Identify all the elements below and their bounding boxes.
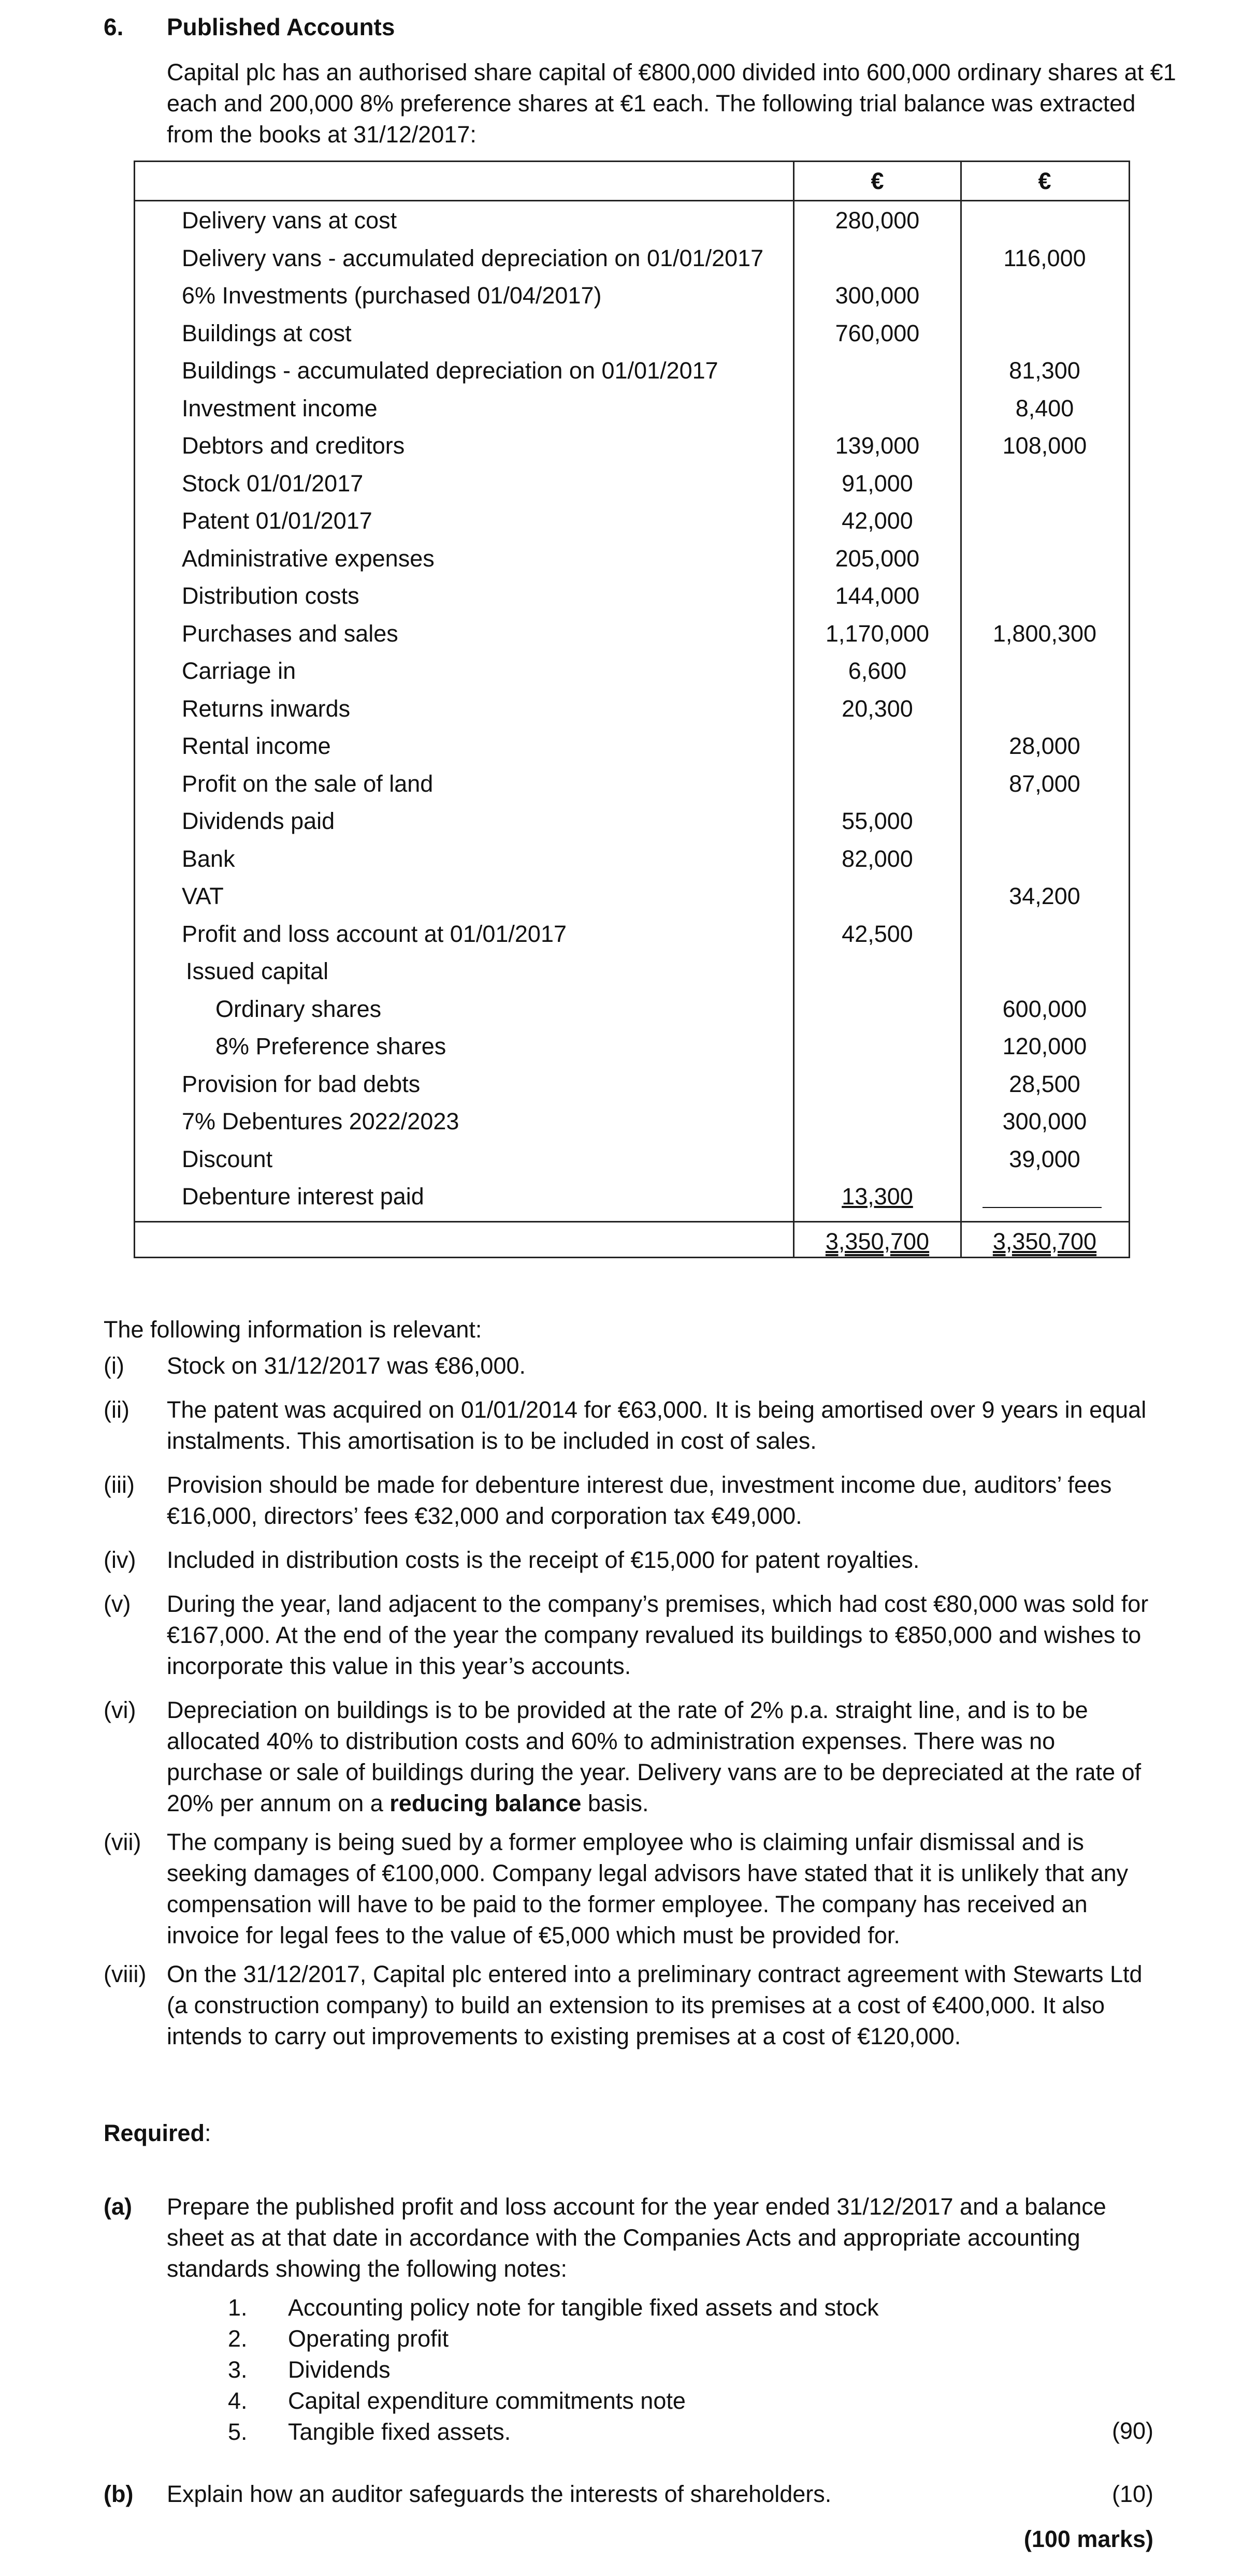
row-debit: 760,000 bbox=[835, 319, 920, 346]
table-row bbox=[135, 389, 1129, 427]
row-debit: 300,000 bbox=[835, 282, 920, 309]
info-item-number: (iv) bbox=[104, 1547, 136, 1573]
totals-row bbox=[135, 1222, 1129, 1260]
info-item-number: (vi) bbox=[104, 1697, 136, 1723]
table-row bbox=[135, 915, 1129, 953]
note-number: 1. bbox=[228, 2294, 248, 2321]
info-item-number: (viii) bbox=[104, 1961, 147, 1987]
table-row bbox=[135, 1065, 1129, 1103]
row-credit bbox=[962, 690, 1128, 727]
row-label: Issued capital bbox=[186, 958, 329, 984]
row-label: Profit and loss account at 01/01/2017 bbox=[182, 920, 567, 947]
row-label: Distribution costs bbox=[182, 583, 359, 609]
row-credit: 120,000 bbox=[1002, 1033, 1087, 1059]
row-debit bbox=[794, 1102, 960, 1140]
row-debit bbox=[794, 1027, 960, 1065]
row-credit: 81,300 bbox=[1009, 357, 1080, 384]
row-debit bbox=[794, 389, 960, 427]
row-debit bbox=[794, 1065, 960, 1103]
row-credit bbox=[962, 1177, 1128, 1215]
row-label: Investment income bbox=[182, 395, 378, 421]
note-text: Capital expenditure commitments note bbox=[288, 2388, 686, 2414]
note-text: Dividends bbox=[288, 2356, 391, 2383]
required-label: Required bbox=[104, 2120, 205, 2146]
question-title: Published Accounts bbox=[167, 13, 395, 40]
question-number: 6. bbox=[104, 13, 124, 40]
row-label: Rental income bbox=[182, 733, 331, 759]
row-label: Delivery vans at cost bbox=[182, 207, 397, 234]
table-row bbox=[135, 615, 1129, 652]
part-a-letter: (a) bbox=[104, 2193, 132, 2220]
row-credit bbox=[962, 952, 1128, 990]
row-label: Buildings at cost bbox=[182, 319, 352, 346]
part-b-letter: (b) bbox=[104, 2481, 134, 2507]
row-debit bbox=[794, 727, 960, 765]
row-label: Carriage in bbox=[182, 658, 296, 684]
info-item-text: The company is being sued by a former employee who is claiming unfair dismissal and is seeking damages of €100,000. Company legal advisors have stated that it is unlikely that any compensation will have to be paid to the former employee. The company has received an invoice for legal fees to the value of €5,000 which must be provided for. bbox=[167, 1829, 1129, 1948]
table-row bbox=[135, 276, 1129, 314]
note-number: 5. bbox=[228, 2419, 248, 2445]
row-label: Debenture interest paid bbox=[182, 1183, 424, 1210]
row-credit: 8,400 bbox=[1015, 395, 1074, 421]
credit-underline bbox=[983, 1207, 1102, 1208]
table-row bbox=[135, 1102, 1129, 1140]
row-debit: 280,000 bbox=[835, 207, 920, 234]
total-marks: (100 marks) bbox=[1023, 2526, 1153, 2552]
row-label: Debtors and creditors bbox=[182, 432, 405, 459]
table-row bbox=[135, 765, 1129, 803]
row-credit: 39,000 bbox=[1009, 1145, 1080, 1172]
table-row bbox=[135, 1177, 1129, 1215]
row-credit: 28,000 bbox=[1009, 733, 1080, 759]
row-debit bbox=[794, 877, 960, 915]
row-credit bbox=[962, 540, 1128, 577]
total-credit: 3,350,700 bbox=[992, 1228, 1097, 1255]
info-item-number: (ii) bbox=[104, 1396, 129, 1423]
table-row bbox=[135, 690, 1129, 727]
note-number: 2. bbox=[228, 2325, 248, 2352]
row-label: Purchases and sales bbox=[182, 620, 398, 647]
row-debit: 42,500 bbox=[842, 920, 913, 947]
info-item-text: The patent was acquired on 01/01/2014 for €63,000. It is being amortised over 9 years in equal instalments. This amortisation is to be included in cost of sales. bbox=[167, 1396, 1147, 1454]
row-credit: 116,000 bbox=[1003, 244, 1086, 271]
table-row bbox=[135, 990, 1129, 1028]
table-row bbox=[135, 652, 1129, 690]
row-label: Dividends paid bbox=[182, 808, 335, 834]
part-b-marks: (10) bbox=[1111, 2481, 1153, 2507]
row-debit bbox=[794, 952, 960, 990]
table-row bbox=[135, 502, 1129, 540]
table-row bbox=[135, 840, 1129, 878]
row-label: Buildings - accumulated depreciation on 01/01/2017 bbox=[182, 357, 718, 384]
row-label: 8% Preference shares bbox=[215, 1033, 446, 1059]
row-label: 6% Investments (purchased 01/04/2017) bbox=[182, 282, 602, 309]
info-item-number: (i) bbox=[104, 1352, 124, 1379]
row-debit: 91,000 bbox=[842, 470, 913, 497]
cr-currency-header: € bbox=[1038, 168, 1051, 194]
info-item-number: (iii) bbox=[104, 1472, 135, 1498]
table-row bbox=[135, 427, 1129, 464]
row-label: Returns inwards bbox=[182, 695, 351, 722]
row-debit: 55,000 bbox=[842, 808, 913, 834]
row-debit bbox=[794, 990, 960, 1028]
info-item-number: (v) bbox=[104, 1591, 131, 1617]
table-row bbox=[135, 352, 1129, 389]
row-label: 7% Debentures 2022/2023 bbox=[182, 1108, 459, 1134]
row-label: Provision for bad debts bbox=[182, 1070, 421, 1097]
row-credit bbox=[962, 314, 1128, 352]
row-credit bbox=[962, 201, 1128, 239]
row-debit bbox=[794, 352, 960, 389]
row-label: Ordinary shares bbox=[215, 995, 382, 1022]
note-number: 4. bbox=[228, 2388, 248, 2414]
row-debit: 13,300 bbox=[842, 1183, 913, 1210]
row-credit bbox=[962, 840, 1128, 878]
note-text: Tangible fixed assets. bbox=[288, 2419, 511, 2445]
table-row bbox=[135, 952, 1129, 990]
row-debit: 42,000 bbox=[842, 507, 913, 534]
row-debit: 82,000 bbox=[842, 845, 913, 872]
note-number: 3. bbox=[228, 2356, 248, 2383]
row-debit: 205,000 bbox=[835, 545, 920, 572]
row-label: VAT bbox=[182, 883, 224, 909]
row-label: Administrative expenses bbox=[182, 545, 435, 572]
total-debit: 3,350,700 bbox=[825, 1228, 930, 1255]
table-row bbox=[135, 727, 1129, 765]
row-label: Patent 01/01/2017 bbox=[182, 507, 372, 534]
row-credit: 34,200 bbox=[1009, 883, 1080, 909]
question-intro: Capital plc has an authorised share capital of €800,000 divided into 600,000 ordinary shares at €1 each and 200,000 8% preference shares at €1 each. The following trial balance was extracted from the books at 31/12/2017: bbox=[167, 59, 1176, 148]
table-row bbox=[135, 1027, 1129, 1065]
info-item-text: Stock on 31/12/2017 was €86,000. bbox=[167, 1352, 526, 1379]
info-item-text: Depreciation on buildings is to be provided at the rate of 2% p.a. straight line, and is to be allocated 40% to distribution costs and 60% to administration expenses. There was no purchase or sale of buildings during the year. Delivery vans are to be depreciated at the rate of 20% per annum on a reducing balance basis. bbox=[167, 1697, 1142, 1816]
row-debit: 6,600 bbox=[848, 658, 907, 684]
note-text: Accounting policy note for tangible fixed assets and stock bbox=[288, 2294, 879, 2321]
row-credit bbox=[962, 276, 1128, 314]
row-debit: 20,300 bbox=[842, 695, 913, 722]
table-row bbox=[135, 1140, 1129, 1178]
info-item-number: (vii) bbox=[104, 1829, 141, 1855]
row-debit: 144,000 bbox=[835, 583, 920, 609]
row-credit: 28,500 bbox=[1009, 1070, 1080, 1097]
table-row bbox=[135, 201, 1129, 239]
row-credit: 600,000 bbox=[1002, 995, 1087, 1022]
table-row bbox=[135, 464, 1129, 502]
info-item-text: During the year, land adjacent to the company’s premises, which had cost €80,000 was sold for €167,000. At the end of the year the company revalued its buildings to €850,000 and wishes to incorporate this value in this year’s accounts. bbox=[167, 1591, 1149, 1679]
row-credit bbox=[962, 502, 1128, 540]
table-row bbox=[135, 239, 1129, 277]
table-row bbox=[135, 802, 1129, 840]
row-debit: 1,170,000 bbox=[825, 620, 930, 647]
info-item-text: On the 31/12/2017, Capital plc entered into a preliminary contract agreement with Stewarts Ltd (a construction company) to build an extension to its premises at a cost of €400,000. It also intends to carry out improvements to existing premises at a cost of €120,000. bbox=[167, 1961, 1143, 2049]
info-item-text: Provision should be made for debenture interest due, investment income due, auditors’ fees €16,000, directors’ fees €32,000 and corporation tax €49,000. bbox=[167, 1472, 1112, 1529]
row-credit: 87,000 bbox=[1009, 770, 1080, 797]
row-credit: 108,000 bbox=[1002, 432, 1087, 459]
table-row bbox=[135, 314, 1129, 352]
row-credit bbox=[962, 915, 1128, 953]
info-heading: The following information is relevant: bbox=[104, 1316, 482, 1343]
part-b-text: Explain how an auditor safeguards the interests of shareholders. bbox=[167, 2481, 832, 2507]
row-credit bbox=[962, 464, 1128, 502]
row-debit bbox=[794, 1140, 960, 1178]
note-text: Operating profit bbox=[288, 2325, 449, 2352]
row-debit bbox=[794, 239, 960, 277]
info-item-text: Included in distribution costs is the receipt of €15,000 for patent royalties. bbox=[167, 1547, 920, 1573]
dr-currency-header: € bbox=[871, 168, 884, 194]
row-debit: 139,000 bbox=[835, 432, 920, 459]
table-row bbox=[135, 577, 1129, 615]
required-heading bbox=[104, 2118, 211, 2149]
row-label: Profit on the sale of land bbox=[182, 770, 434, 797]
row-credit bbox=[962, 577, 1128, 615]
row-debit bbox=[794, 765, 960, 803]
trial-balance-table bbox=[134, 161, 1130, 1258]
table-row bbox=[135, 877, 1129, 915]
row-label: Bank bbox=[182, 845, 235, 872]
row-label: Stock 01/01/2017 bbox=[182, 470, 364, 497]
row-credit: 1,800,300 bbox=[992, 620, 1097, 647]
row-label: Discount bbox=[182, 1145, 273, 1172]
row-credit bbox=[962, 652, 1128, 690]
required-colon: : bbox=[205, 2120, 211, 2146]
table-row bbox=[135, 540, 1129, 577]
part-a-text: Prepare the published profit and loss account for the year ended 31/12/2017 and a balance sheet as at that date in accordance with the Companies Acts and appropriate accounting standards showing the following notes: bbox=[167, 2193, 1106, 2282]
part-a-marks: (90) bbox=[1111, 2418, 1153, 2444]
row-label: Delivery vans - accumulated depreciation on 01/01/2017 bbox=[182, 244, 764, 271]
row-credit: 300,000 bbox=[1002, 1108, 1087, 1134]
row-credit bbox=[962, 802, 1128, 840]
